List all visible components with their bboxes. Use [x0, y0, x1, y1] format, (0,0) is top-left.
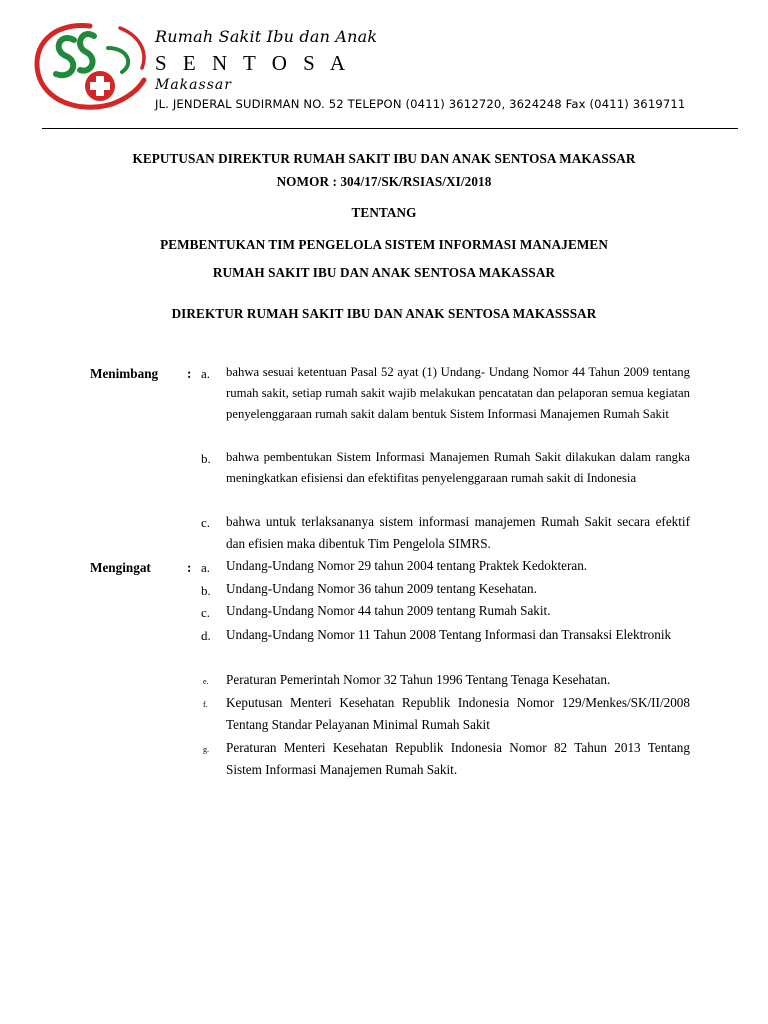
mengingat-marker-a: a. — [201, 560, 211, 575]
letterhead-script-title: Rumah Sakit Ibu dan Anak — [155, 27, 378, 46]
hospital-logo — [30, 18, 152, 118]
letterhead-address: JL. JENDERAL SUDIRMAN NO. 52 TELEPON (0411) 3612720, 3624248 Fax (0411) 3619711 — [155, 97, 686, 111]
decision-number: NOMOR : 304/17/SK/RSIAS/XI/2018 — [276, 174, 492, 189]
mengingat-marker-f: f. — [203, 700, 208, 709]
letterhead-hospital-name: S E N T O S A — [155, 51, 351, 75]
menimbang-item-a: bahwa sesuai ketentuan Pasal 52 ayat (1) Undang- Undang Nomor 44 Tahun 2009 tentang rumah sakit, setiap rumah sakit wajib melakukan pencatatan dan pelaporan semua kegiatan penyelenggaraan rumah sakit dalam bentuk Sistem Informasi Manajemen Rumah Sakit — [226, 365, 690, 421]
menimbang-item-c: bahwa untuk terlaksananya sistem informasi manajemen Rumah Sakit secara efektif dan efisien maka dibentuk Tim Pengelola SIMRS. — [226, 514, 690, 551]
decision-director: DIREKTUR RUMAH SAKIT IBU DAN ANAK SENTOSA MAKASSSAR — [171, 306, 597, 321]
mengingat-marker-g: g. — [203, 745, 209, 754]
mengingat-label: Mengingat — [90, 560, 151, 575]
menimbang-marker-a: a. — [201, 366, 211, 381]
mengingat-item-f: Keputusan Menteri Kesehatan Republik Indonesia Nomor 129/Menkes/SK/II/2008 Tentang Standar Pelayanan Minimal Rumah Sakit — [226, 695, 690, 732]
menimbang-colon: : — [187, 366, 192, 381]
mengingat-colon: : — [187, 560, 192, 575]
decision-heading: KEPUTUSAN DIREKTUR RUMAH SAKIT IBU DAN ANAK SENTOSA MAKASSAR — [132, 151, 636, 166]
letterhead-divider — [42, 128, 738, 129]
mengingat-item-g: Peraturan Menteri Kesehatan Republik Indonesia Nomor 82 Tahun 2013 Tentang Sistem Informasi Manajemen Rumah Sakit. — [226, 740, 690, 777]
decision-about: TENTANG — [351, 205, 417, 220]
letterhead-city: Makassar — [155, 77, 232, 93]
menimbang-item-b: bahwa pembentukan Sistem Informasi Manajemen Rumah Sakit dilakukan dalam rangka meningkatkan efisiensi dan efektifitas penyelenggaraan rumah sakit di Indonesia — [226, 450, 690, 485]
mengingat-item-e: Peraturan Pemerintah Nomor 32 Tahun 1996 Tentang Tenaga Kesehatan. — [226, 672, 611, 687]
decision-subject-line-1: PEMBENTUKAN TIM PENGELOLA SISTEM INFORMASI MANAJEMEN — [160, 237, 608, 252]
mengingat-marker-b: b. — [201, 583, 211, 598]
menimbang-label: Menimbang — [90, 366, 159, 381]
mengingat-item-a: Undang-Undang Nomor 29 tahun 2004 tentang Praktek Kedokteran. — [226, 558, 588, 573]
menimbang-marker-c: c. — [201, 515, 211, 530]
mengingat-item-b: Undang-Undang Nomor 36 tahun 2009 tentang Kesehatan. — [226, 581, 537, 596]
mengingat-item-c: Undang-Undang Nomor 44 tahun 2009 tentang Rumah Sakit. — [226, 603, 551, 618]
mengingat-marker-e: e. — [203, 677, 209, 686]
menimbang-marker-b: b. — [201, 451, 211, 466]
decision-subject-line-2: RUMAH SAKIT IBU DAN ANAK SENTOSA MAKASSAR — [212, 265, 556, 280]
mengingat-marker-d: d. — [201, 628, 211, 643]
mengingat-item-d: Undang-Undang Nomor 11 Tahun 2008 Tentang Informasi dan Transaksi Elektronik — [226, 627, 672, 642]
mengingat-marker-c: c. — [201, 605, 211, 620]
